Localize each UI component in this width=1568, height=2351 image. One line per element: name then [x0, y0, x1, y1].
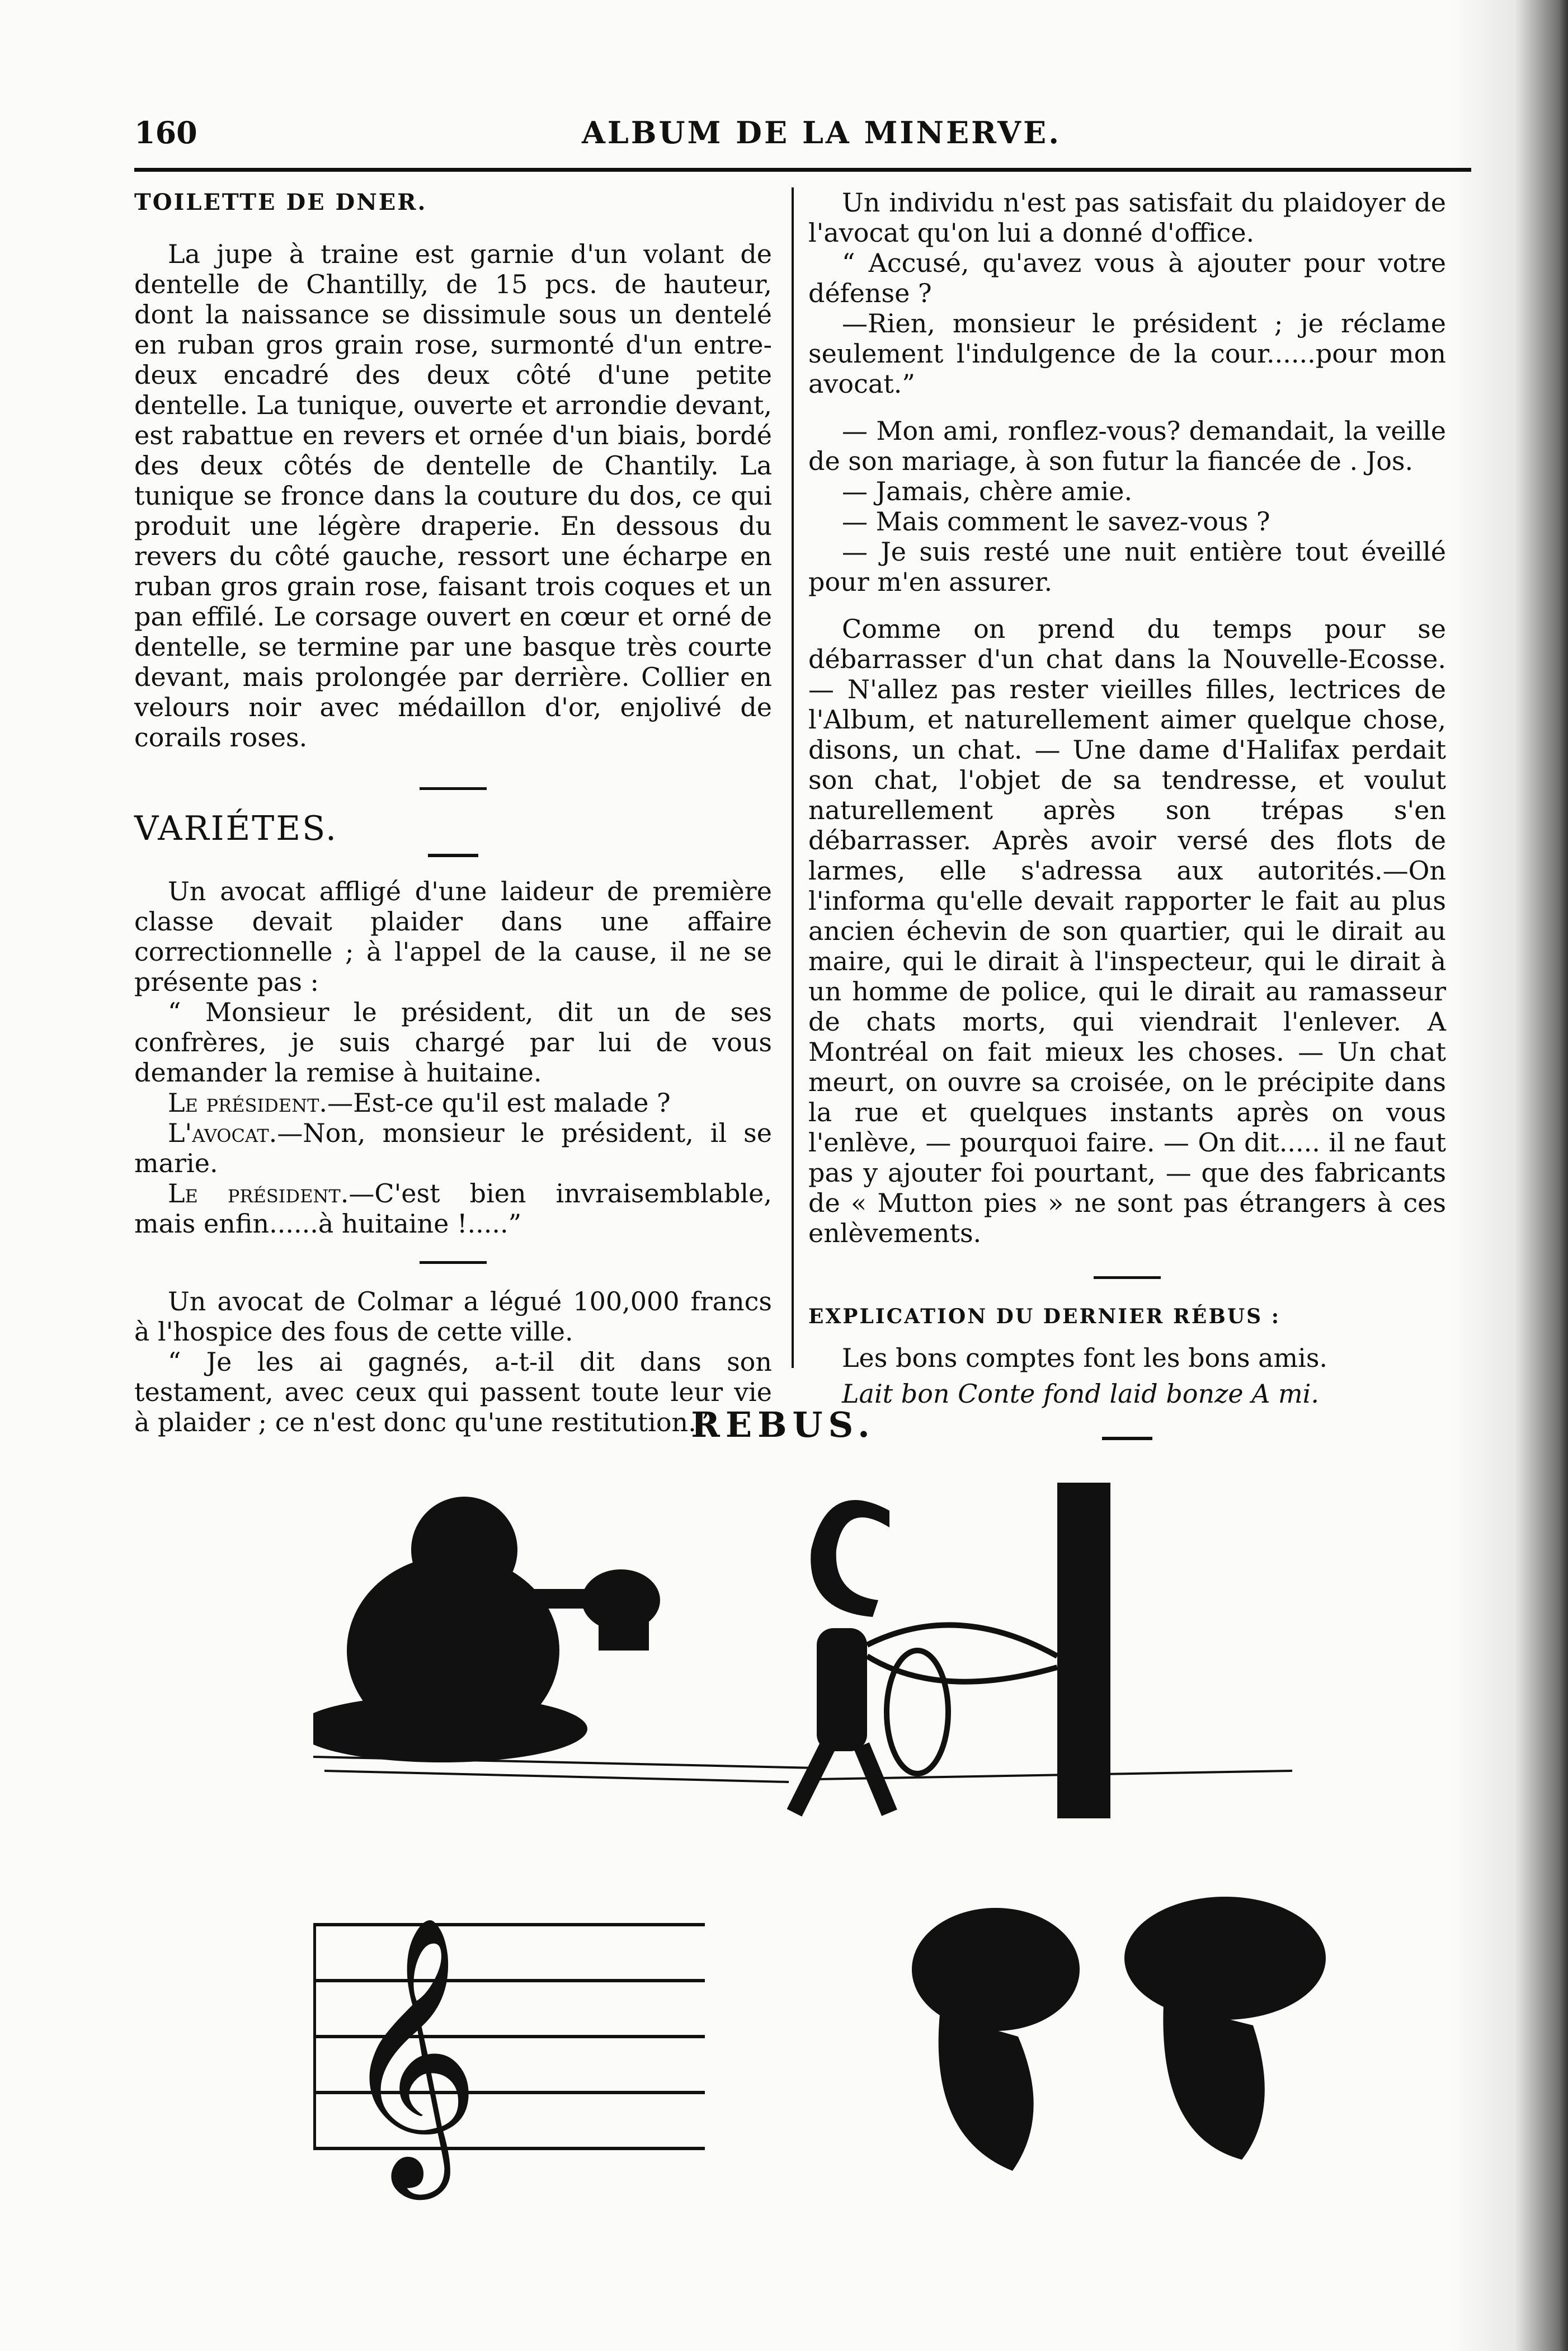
- anecdote-paragraph: “ Accusé, qu'avez vous à ajouter pour votre défense ?: [808, 248, 1446, 308]
- explication-line: Lait bon Conte fond laid bonze A mi.: [842, 1379, 1319, 1409]
- right-column: [808, 187, 1446, 1440]
- dialogue-line: [134, 1118, 772, 1178]
- anecdote-paragraph: — Mon ami, ronflez-vous? demandait, la veille de son mariage, à son futur la fiancée de . Jos.: [808, 416, 1446, 476]
- anecdote-paragraph: —Rien, monsieur le président ; je réclame seulement l'indulgence de la cour......pour mon avocat.”: [808, 308, 1446, 399]
- page-header: [134, 115, 1471, 154]
- rebus-title: REBUS.: [691, 1404, 875, 1445]
- toilette-title: TOILETTE DE DNER.: [134, 189, 427, 215]
- rope: [867, 1625, 1057, 1774]
- anecdote-paragraph: “ Je les ai gagnés, a-t-il dit dans son testament, avec ceux qui passent toute leur vie à plaider ; ce n'est donc qu'une restitution.”: [134, 1347, 772, 1437]
- speaker-label: Le président.: [168, 1088, 328, 1118]
- header-rule: [134, 168, 1471, 172]
- scan-edge-shadow: [1451, 0, 1568, 2351]
- running-title: ALBUM DE LA MINERVE.: [582, 115, 1061, 151]
- explication-title: EXPLICATION DU DERNIER RÉBUS :: [808, 1305, 1280, 1328]
- anecdote-paragraph: — Je suis resté une nuit entière tout éveillé pour m'en assurer.: [808, 537, 1446, 597]
- left-column: [134, 187, 772, 1437]
- anecdote-paragraph: — Mais comment le savez-vous ?: [842, 506, 1270, 537]
- varietes-title: VARIÉTES.: [134, 809, 338, 848]
- page-number: 160: [134, 115, 197, 151]
- letter-c-figure: [794, 1500, 889, 1813]
- anecdote-paragraph: Un avocat affligé d'une laideur de première classe devait plaider dans une affaire correctionnelle ; à l'appel de la cause, il ne se présente pas :: [134, 876, 772, 997]
- column-divider: [792, 187, 794, 1368]
- dialogue-line: [134, 1178, 772, 1239]
- dialogue-text: —C'est bien invraisemblable, mais enfin......à huitaine !.....”: [134, 1178, 772, 1239]
- speaker-label: Le président.: [168, 1178, 349, 1209]
- treble-clef-icon: 𝄞: [341, 1914, 481, 2188]
- anecdote-paragraph: Un individu n'est pas satisfait du plaidoyer de l'avocat qu'on lui a donné d'office.: [808, 187, 1446, 248]
- dialogue-text: —Est-ce qu'il est malade ?: [327, 1088, 671, 1118]
- separator: [1102, 1437, 1152, 1440]
- dialogue-text: —Non, monsieur le président, il se marie.: [134, 1118, 772, 1178]
- toilette-paragraph: La jupe à traine est garnie d'un volant de dentelle de Chantilly, de 15 pcs. de hauteur, dont la naissance se dissimule sous un dentelé en ruban gros grain rose, surmonté d'un entre-deux encadré des deux côté d'une petite dentelle. La tunique, ouverte et arrondie devant, est rabattue en revers et ornée d'un biais, bordé des deux côtés de dentelle de Chantily. La tunique se fronce dans la couture du dos, ce qui produit une légère draperie. En dessous du revers du côté gauche, ressort une écharpe en ruban gros grain rose, faisant trois coques et un pan effilé. Le corsage ouvert en cœur et orné de dentelle, se termine par une basque très courte devant, mais prolongée par derrière. Collier en velours noir avec médaillon d'or, enjolivé de corails roses.: [134, 239, 772, 753]
- anecdote-paragraph: — Jamais, chère amie.: [842, 476, 1133, 506]
- anecdote-paragraph: Un avocat de Colmar a légué 100,000 francs à l'hospice des fous de cette ville.: [134, 1286, 772, 1347]
- anecdote-paragraph: Comme on prend du temps pour se débarrasser d'un chat dans la Nouvelle-Ecosse. — N'allez pas rester vieilles filles, lectrices de l'Album, et naturellement aimer quelque chose, disons, un chat. — Une dame d'Halifax perdait son chat, l'objet de sa tendresse, et voulut naturellement après son trépas s'en débarrasser. Après avoir versé des flots de larmes, elle s'adressa aux autorités.—On l'informa qu'elle devait rapporter le fait au plus ancien échevin de son quartier, qui le dirait au maire, qui le dirait à l'inspecteur, qui le dirait à un homme de police, qui le dirait au ramasseur de chats morts, qui viendrait l'enlever. A Montréal on fait mieux les choses. — Un chat meurt, on ouvre sa croisée, on le précipite dans la rue et quelques instants après on vous l'enlève, — pourquoi faire. — On dit..... il ne faut pas y ajouter foi pourtant, — que des fabricants de « Mutton pies » ne sont pas étrangers à ces enlèvements.: [808, 614, 1446, 1248]
- post: [1057, 1483, 1110, 1818]
- explication-line: Les bons comptes font les bons amis.: [842, 1343, 1328, 1373]
- dialogue-line: [134, 1088, 772, 1118]
- anecdote-paragraph: “ Monsieur le président, dit un de ses confrères, je suis chargé par lui de vous demander la remise à huitaine.: [134, 997, 772, 1088]
- hat-heads: [912, 1897, 1326, 2171]
- rebus-illustration: [313, 1466, 1460, 2249]
- beggar-figure: [313, 1497, 660, 1762]
- speaker-label: L'avocat.: [168, 1118, 277, 1148]
